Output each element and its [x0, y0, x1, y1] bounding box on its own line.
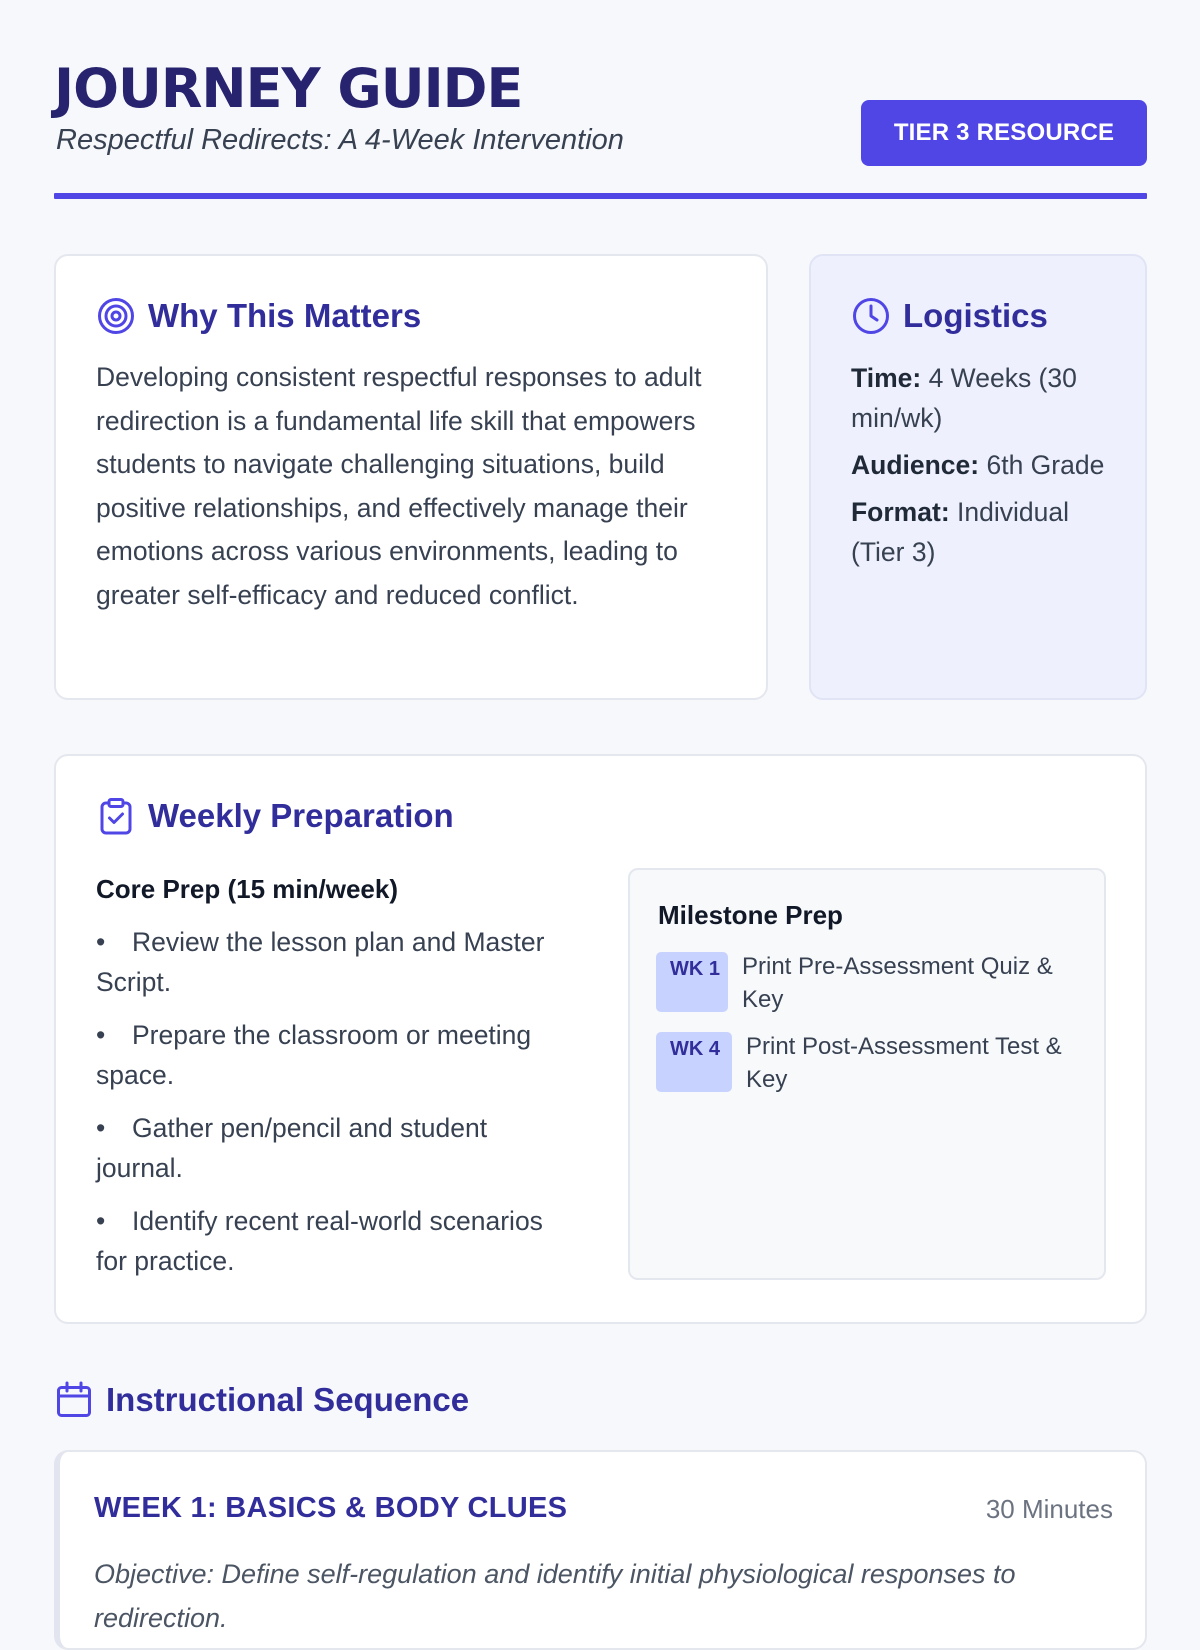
why-header [96, 296, 421, 336]
page-title: JOURNEY GUIDE [54, 57, 523, 120]
bullet-icon: • [96, 927, 106, 957]
logistics-value: Individual (Tier 3) [851, 497, 1069, 567]
tier-badge: TIER 3 RESOURCE [861, 100, 1147, 166]
logistics-card [809, 254, 1147, 700]
weekly-preparation-card [54, 754, 1147, 1324]
logistics-label: Format: [851, 497, 950, 527]
list-item [96, 1015, 576, 1095]
list-item [96, 1108, 576, 1188]
list-item-text: Review the lesson plan and Master Script. [96, 927, 545, 997]
week-badge: WK 4 [656, 1032, 732, 1092]
week-card [54, 1450, 1147, 1650]
logistics-item-format [851, 492, 1121, 572]
list-item [96, 1201, 576, 1281]
logistics-item-audience [851, 445, 1121, 485]
logistics-label: Audience: [851, 450, 980, 480]
sequence-header [54, 1380, 469, 1420]
logistics-value: 6th Grade [986, 450, 1105, 480]
why-body: Developing consistent respectful responses to adult redirection is a fundamental life skill that empowers students to navigate challenging situations, build positive relationships, and effectively manage their emotions across various environments, leading to greater self-efficacy and reduced conflict. [96, 362, 702, 610]
logistics-label: Time: [851, 363, 922, 393]
logistics-value: 4 Weeks (30 min/wk) [851, 363, 1077, 433]
week-title: WEEK 1: BASICS & BODY CLUES [94, 1492, 568, 1524]
calendar-icon [54, 1380, 94, 1420]
page-header [54, 58, 1147, 200]
clock-icon [851, 296, 891, 336]
page-subtitle: Respectful Redirects: A 4-Week Intervention [56, 124, 624, 156]
logistics-header [851, 296, 1048, 336]
journey-guide-page [54, 0, 1147, 1633]
core-prep-title: Core Prep (15 min/week) [96, 874, 398, 904]
clipboard-check-icon [96, 796, 136, 836]
week-duration: 30 Minutes [985, 1494, 1113, 1524]
target-icon [96, 296, 136, 336]
logistics-heading: Logistics [903, 297, 1048, 334]
bullet-icon: • [96, 1020, 106, 1050]
logistics-list [851, 358, 1121, 579]
bullet-icon: • [96, 1113, 106, 1143]
core-prep-list [96, 922, 576, 1294]
header-divider [54, 193, 1147, 199]
milestone-item [656, 952, 1082, 1016]
list-item-text: Prepare the classroom or meeting space. [96, 1020, 532, 1090]
list-item [96, 922, 576, 1002]
milestone-prep-panel [628, 868, 1106, 1280]
logistics-item-time [851, 358, 1121, 438]
milestone-title: Milestone Prep [658, 900, 843, 930]
week-badge: WK 1 [656, 952, 728, 1012]
week-objective: Objective: Define self-regulation and identify initial physiological responses to redirection. [94, 1559, 1016, 1633]
prep-header [96, 796, 454, 836]
milestone-item [656, 1032, 1086, 1096]
list-item-text: Identify recent real-world scenarios for practice. [96, 1206, 543, 1276]
why-heading: Why This Matters [148, 297, 422, 334]
bullet-icon: • [96, 1206, 106, 1236]
prep-heading: Weekly Preparation [148, 797, 454, 834]
sequence-heading: Instructional Sequence [106, 1381, 470, 1418]
milestone-text: Print Post-Assessment Test & Key [746, 1033, 1062, 1093]
why-this-matters-card [54, 254, 768, 700]
milestone-text: Print Pre-Assessment Quiz & Key [742, 953, 1053, 1013]
list-item-text: Gather pen/pencil and student journal. [96, 1113, 488, 1183]
